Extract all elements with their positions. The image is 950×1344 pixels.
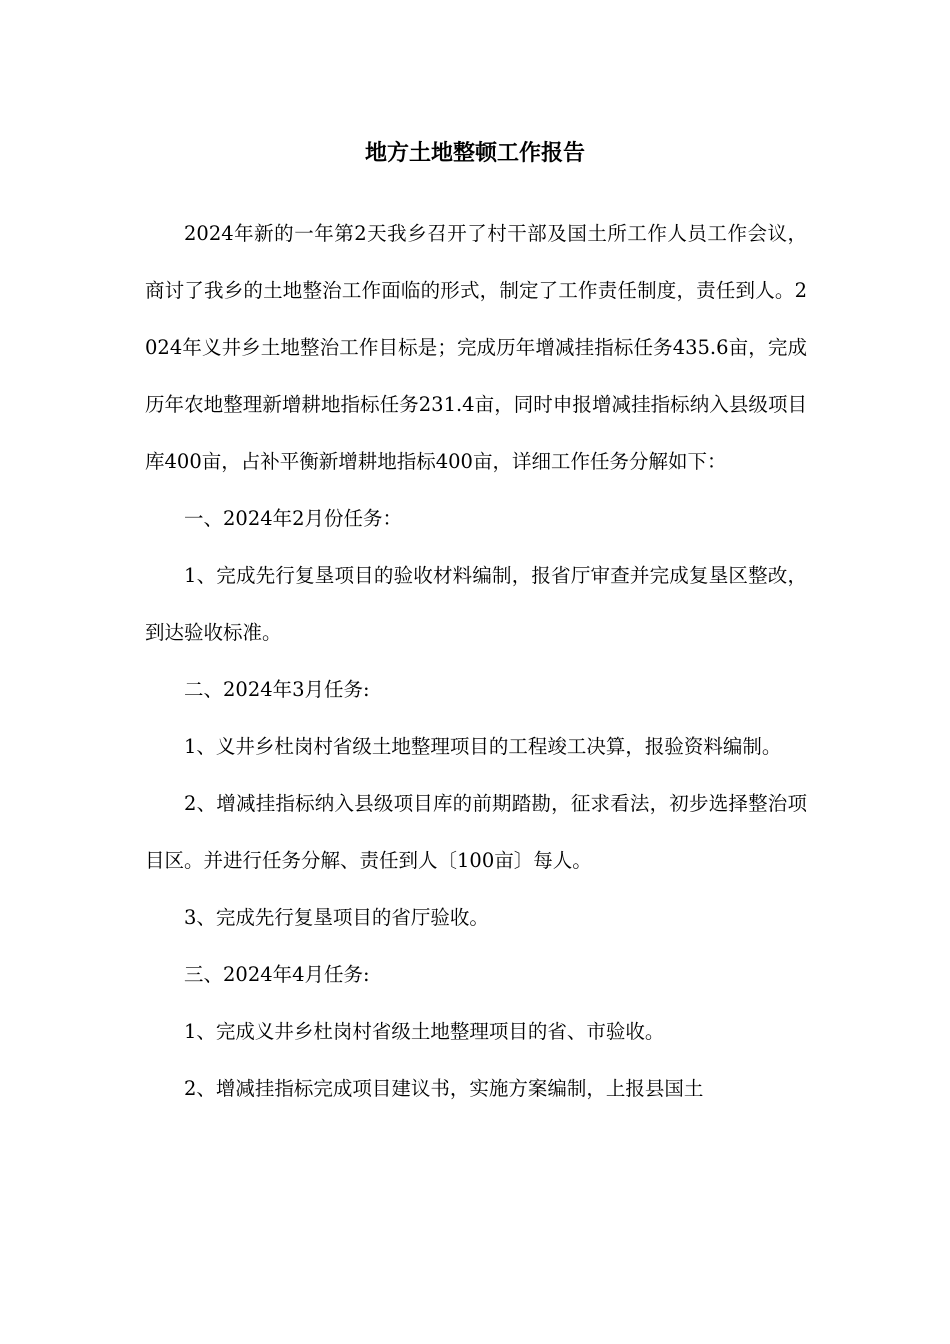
list-item: 2、增减挂指标完成项目建议书，实施方案编制，上报县国土: [184, 1077, 704, 1100]
section-heading-february: 一、2024年2月份任务：: [184, 507, 403, 530]
list-item: 1、完成义井乡杜岗村省级土地整理项目的省、市验收。: [184, 1020, 665, 1043]
list-item: 3、完成先行复垦项目的省厅验收。: [184, 906, 489, 929]
list-item: 1、完成先行复垦项目的验收材料编制，报省厅审查并完成复垦区整改，到达验收标准。: [145, 564, 807, 644]
document-body: [145, 205, 807, 1117]
section-heading-march: 二、2024年3月任务:: [184, 678, 370, 701]
list-item: 1、义井乡杜岗村省级土地整理项目的工程竣工决算，报验资料编制。: [184, 735, 782, 758]
paragraph-intro: 2024年新的一年第2天我乡召开了村干部及国土所工作人员工作会议，商讨了我乡的土地整治工作面临的形式，制定了工作责任制度，责任到人。2024年义井乡土地整治工作目标是；完成历年增减挂指标任务435.6亩，完成历年农地整理新增耕地指标任务231.4亩，同时申报增减挂指标纳入县级项目库400亩，占补平衡新增耕地指标400亩，详细工作任务分解如下：: [145, 222, 807, 473]
list-item: 2、增减挂指标纳入县级项目库的前期踏勘，征求看法，初步选择整治项目区。并进行任务分解、责任到人〔100亩〕每人。: [145, 792, 807, 872]
document-title: 地方土地整顿工作报告: [364, 140, 585, 166]
section-heading-april: 三、2024年4月任务:: [184, 963, 370, 986]
